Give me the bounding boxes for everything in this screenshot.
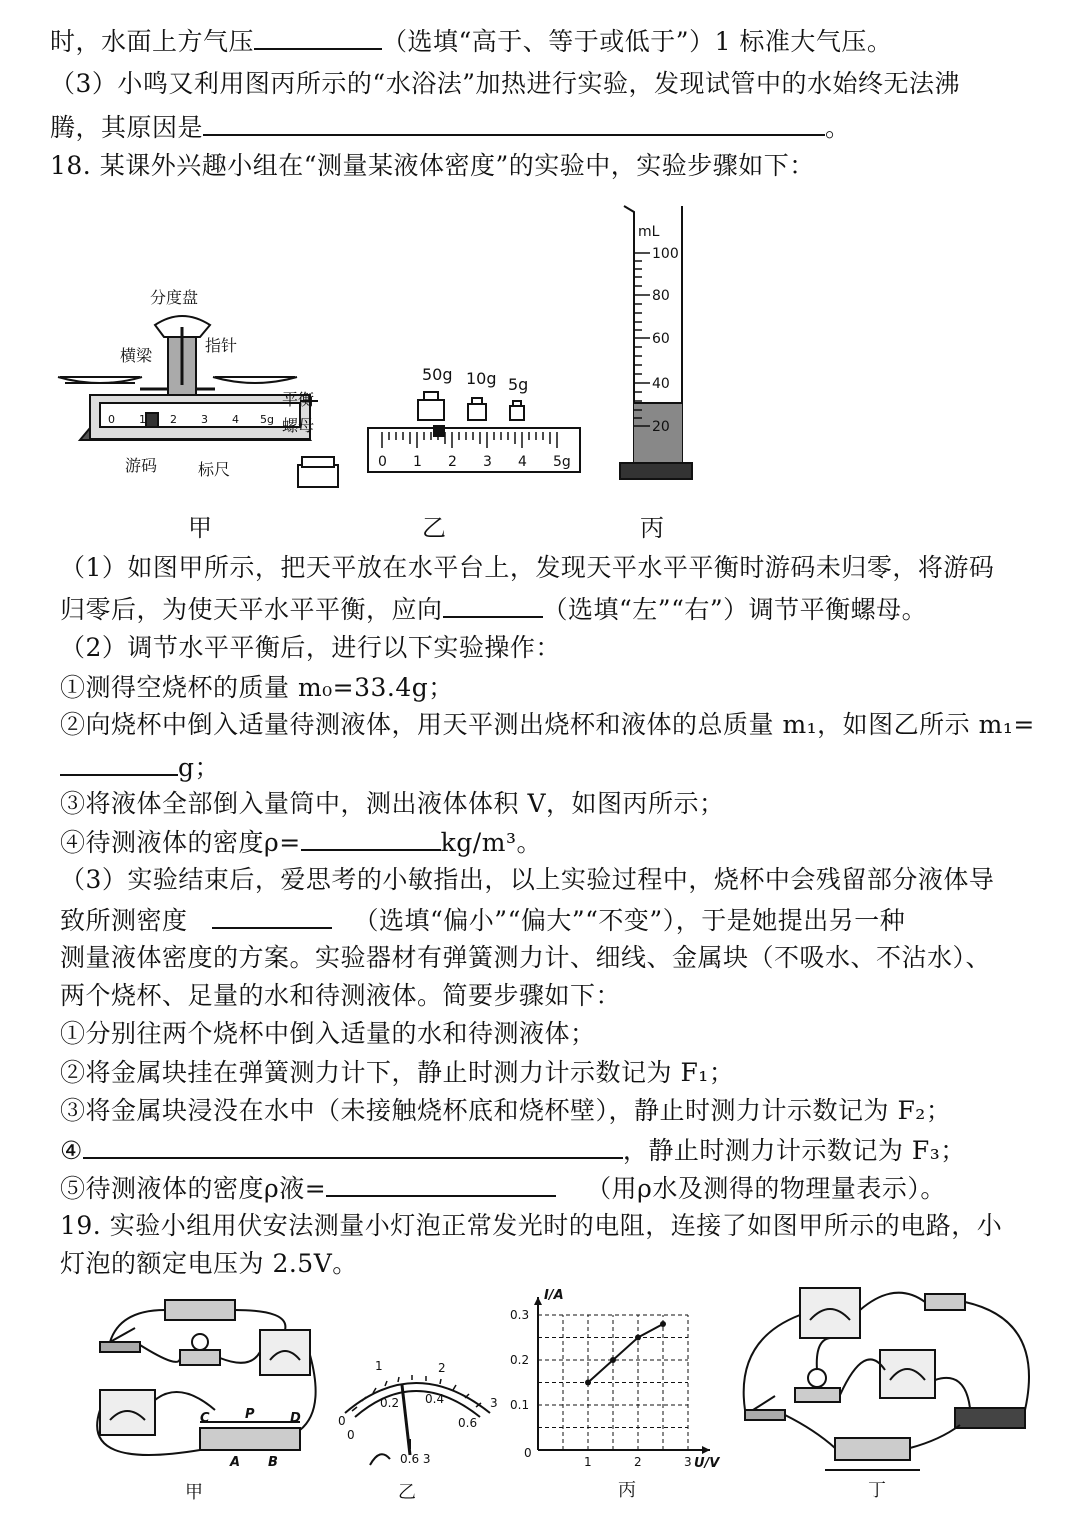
- answer-blank-step4[interactable]: [83, 1131, 623, 1159]
- rheostat-label-d: D: [290, 1411, 301, 1426]
- step-4: ④待测液体的密度ρ= kg/m³。: [60, 823, 542, 861]
- cylinder-ticks: [634, 253, 650, 426]
- text-line-2: （3）小鸣又利用图丙所示的“水浴法”加热进行实验，发现试管中的水始终无法沸: [50, 69, 960, 98]
- cylinder-mark-60: 60: [652, 331, 670, 347]
- circuit-figure-jia: [80, 1290, 330, 1490]
- label-nut-2: 螺母: [282, 416, 315, 435]
- part1-line-1: （1）如图甲所示，把天平放在水平台上，发现天平水平平衡时游码未归零，将游码: [60, 553, 995, 582]
- iu-xtick-label: 2: [634, 1455, 642, 1469]
- iu-point: [660, 1321, 666, 1327]
- question-19-line-1: 19. 实验小组用伏安法测量小灯泡正常发光时的电阻，连接了如图甲所示的电路，小: [60, 1211, 1003, 1240]
- label-scale: 标尺: [198, 460, 231, 479]
- weight-50g: 50g: [422, 365, 453, 384]
- answer-blank-reason[interactable]: [203, 108, 825, 136]
- answer-blank-liquid-density[interactable]: [326, 1169, 556, 1197]
- step-2: ②向烧杯中倒入适量待测液体，用天平测出烧杯和液体的总质量 m₁，如图乙所示 m₁=: [60, 710, 1035, 739]
- meter-upper-0: 0: [338, 1414, 346, 1428]
- cylinder-figure: [610, 198, 700, 488]
- iu-graph: [508, 1285, 728, 1475]
- caption-bing-19: 丙: [618, 1480, 636, 1501]
- caption-yi-19: 乙: [398, 1482, 416, 1503]
- text-line-1: 时，水面上方气压 （选填“高于、等于或低于”）1 标准大气压。: [50, 22, 892, 60]
- cylinder-mark-100: 100: [652, 246, 679, 262]
- balance-tick-3: 3: [201, 413, 208, 426]
- meter-upper-3: 3: [490, 1396, 498, 1410]
- meter-lower-0.2: 0.2: [380, 1396, 400, 1410]
- balance-tick-5g: 5g: [260, 413, 274, 426]
- cylinder-mark-20: 20: [652, 419, 670, 435]
- meter-terminals: 0.6 3: [400, 1452, 431, 1466]
- iu-origin: 0: [524, 1446, 532, 1460]
- part3-line-4: 两个烧杯、足量的水和待测液体。简要步骤如下：: [60, 981, 622, 1010]
- rule-tick-1: 1: [413, 454, 422, 470]
- answer-blank-density[interactable]: [301, 823, 441, 851]
- weight-10g: 10g: [466, 369, 497, 388]
- part3-line-2: 致所测密度 （选填“偏小”“偏大”“不变”），于是她提出另一种: [60, 901, 905, 939]
- method2-step-5: ⑤待测液体的密度ρ液= （用ρ水及测得的物理量表示）。: [60, 1169, 946, 1207]
- part1-line-2: 归零后，为使天平水平平衡，应向 （选填“左”“右”）调节平衡螺母。: [60, 590, 927, 628]
- step-1: ①测得空烧杯的质量 m₀=33.4g；: [60, 673, 454, 702]
- method2-step-2: ②将金属块挂在弹簧测力计下，静止时测力计示数记为 F₁；: [60, 1058, 735, 1087]
- question-19-line-2: 灯泡的额定电压为 2.5V。: [60, 1249, 358, 1278]
- answer-blank-direction[interactable]: [443, 590, 543, 618]
- rheostat-label-c: C: [200, 1411, 210, 1426]
- rule-tick-0: 0: [378, 454, 387, 470]
- label-dial: 分度盘: [150, 288, 199, 307]
- caption-jia-19: 甲: [185, 1482, 203, 1503]
- meter-figure-yi: [330, 1355, 510, 1475]
- meter-lower-0.4: 0.4: [425, 1392, 445, 1406]
- meter-lower-zero: 0: [347, 1428, 355, 1442]
- step-3: ③将液体全部倒入量筒中，测出液体体积 V，如图丙所示；: [60, 789, 725, 818]
- iu-ytick-label: 0.3: [510, 1308, 530, 1322]
- iu-point: [635, 1335, 641, 1341]
- rheostat-label-b: B: [268, 1455, 278, 1470]
- circuit-jia-drawing: [97, 1300, 315, 1455]
- rule-tick-5g: 5g: [553, 454, 571, 470]
- weights-drawing: [368, 392, 580, 472]
- iu-point: [585, 1380, 591, 1386]
- iu-xtick-label: 1: [584, 1455, 592, 1469]
- question-18-title: 18. 某课外兴趣小组在“测量某液体密度”的实验中，实验步骤如下：: [50, 151, 815, 180]
- label-rider: 游码: [125, 456, 158, 475]
- weights-figure: [360, 360, 590, 480]
- answer-blank-bias[interactable]: [212, 901, 332, 929]
- iu-marks: [585, 1321, 666, 1386]
- iu-grid: [538, 1315, 688, 1450]
- part3-line-3: 测量液体密度的方案。实验器材有弹簧测力计、细线、金属块（不吸水、不沾水）、: [60, 943, 992, 972]
- balance-tick-1: 1: [139, 413, 146, 426]
- iu-ytick-label: 0.2: [510, 1353, 530, 1367]
- label-beam: 横梁: [120, 346, 153, 365]
- weight-5g: 5g: [508, 375, 529, 394]
- circuit-ding-drawing: [744, 1288, 1029, 1470]
- part3-line-1: （3）实验结束后，爱思考的小敏指出，以上实验过程中，烧杯中会残留部分液体导: [60, 865, 995, 894]
- iu-x-arrow: [702, 1446, 710, 1454]
- label-nut-1: 平衡: [282, 390, 315, 409]
- rule-tick-4: 4: [518, 454, 527, 470]
- cylinder-unit: mL: [638, 224, 660, 240]
- rheostat-label-a: A: [230, 1455, 241, 1470]
- iu-xlabel: U/V: [694, 1456, 720, 1471]
- iu-ylabel: I/A: [544, 1288, 564, 1303]
- part2-title: （2）调节水平平衡后，进行以下实验操作：: [60, 633, 561, 662]
- caption-ding-19: 丁: [868, 1480, 886, 1501]
- iu-ytick-label: 0.1: [510, 1398, 530, 1412]
- answer-blank-m1[interactable]: [60, 748, 178, 776]
- caption-yi-18: 乙: [422, 514, 446, 542]
- iu-xtick-label: 3: [684, 1455, 692, 1469]
- iu-point: [610, 1357, 616, 1363]
- rheostat-label-p: P: [245, 1407, 255, 1422]
- iu-y-arrow: [534, 1297, 542, 1305]
- step-2-answer: g；: [60, 748, 220, 786]
- balance-tick-4: 4: [232, 413, 239, 426]
- caption-bing-18: 丙: [640, 514, 664, 542]
- circuit-figure-ding: [735, 1280, 1045, 1490]
- iu-axes: [534, 1297, 710, 1454]
- cylinder-mark-40: 40: [652, 376, 670, 392]
- meter-upper-1: 1: [375, 1359, 383, 1373]
- method2-step-3: ③将金属块浸没在水中（未接触烧杯底和烧杯壁），静止时测力计示数记为 F₂；: [60, 1096, 952, 1125]
- text-line-3: 腾，其原因是 。: [50, 108, 851, 146]
- cylinder-mark-80: 80: [652, 288, 670, 304]
- balance-figure: [50, 285, 360, 495]
- rule-tick-3: 3: [483, 454, 492, 470]
- rule-tick-2: 2: [448, 454, 457, 470]
- method2-step-1: ①分别往两个烧杯中倒入适量的水和待测液体；: [60, 1019, 596, 1048]
- iu-curve: [588, 1324, 663, 1383]
- balance-tick-2: 2: [170, 413, 177, 426]
- balance-tick-0: 0: [108, 413, 115, 426]
- answer-blank-pressure[interactable]: [254, 22, 382, 50]
- meter-lower-0.6: 0.6: [458, 1416, 478, 1430]
- meter-upper-2: 2: [438, 1361, 446, 1375]
- caption-jia-18: 甲: [188, 514, 212, 542]
- label-pointer: 指针: [205, 336, 238, 355]
- method2-step-4: ④ ，静止时测力计示数记为 F₃；: [60, 1131, 966, 1169]
